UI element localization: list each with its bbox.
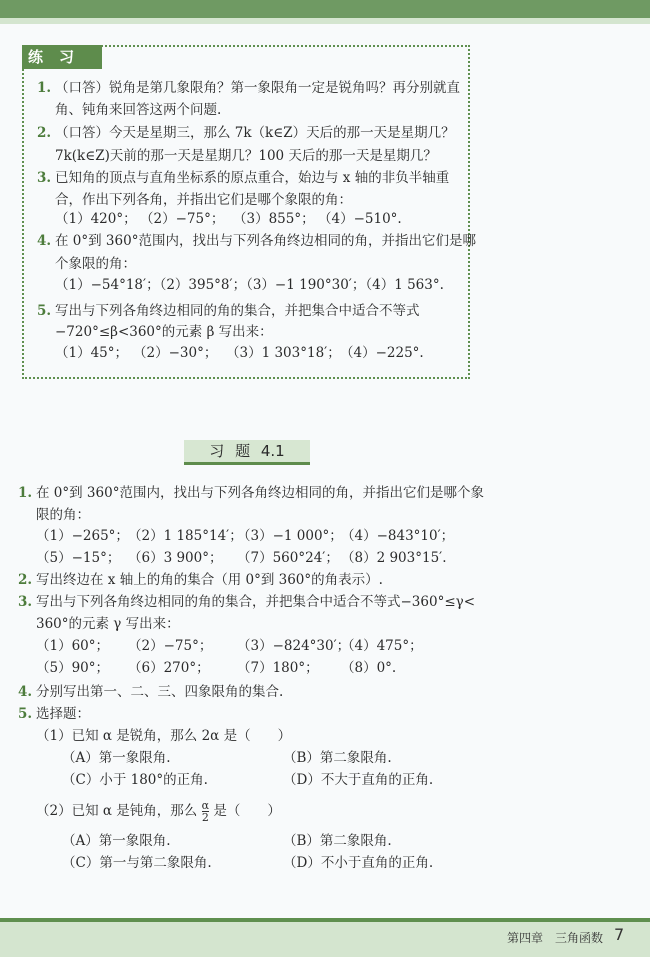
- textbook-page: 练习 1. （口答）锐角是第几象限角？第一象限角一定是锐角吗？再分别就直 角、钝角来回答这两个问题. 2. （口答）今天是星期三，那么 7k（k∈Z）天后的那一天是星期几？ 7k(k∈Z)天前的那一天是星期几？100 天后的那一天是星期几？ 3. 已知角的顶点与直角坐标系的原点重合，始边与 x 轴的非负半轴重 合，作出下列各角，并指出它们是哪个象限的角： （1）420°； （2）−75°； （3）855°； （4）−510°. 4. 在 0°到 360°范围内，找出与下列各角终边相同的角，并指出它们是哪 个象限的角： （1）−54°18′；（2）395°8′；（3）−1 190°30′；（4）1 563°. 5. 写出与下列各角终边相同的角的集合，并把集合中适合不等式 −720°≤β<360°的元素 β 写出来： （1）45°； （2）−30°； （3）1 303°18′； （4）−225°. 习 题 4.1 1. 在 0°到 360°范围内，找出与下列各角终边相同的角，并指出它们是哪个象 限的角： （1）−265°； （2）1 185°14′； （3）−1 000°； （4）−843°10′； （5）−15°； （6）3 900°； （7）560°24′； （8）2 903°15′. 2. 写出终边在 x 轴上的角的集合（用 0°到 360°的角表示）. 3. 写出与下列各角终边相同的角的集合，并把集合中适合不等式−360°≤γ< 360°的元素 γ 写出来： （1）60°； （2）−75°； （3）−824°30′； （4）475°； （5）90°； （6）270°； （7）180°； （8）0°. 4. 分别写出第一、二、三、四象限角的集合. 5. 选择题： （1）已知 α 是锐角，那么 2α 是（ ） （A）第一象限角. （B）第二象限角. （C）小于 180°的正角. （D）不大于直角的正角. （2）已知 α 是钝角，那么 $\frac{\alpha}{2}$ 是（ ） （A）第一象限角. （B）第二象限角. （C）第一与第二象限角. （D）不小于直角的正角. 第四章 三角函数 7: [0, 0, 650, 957]
- fraction-alpha-over-2: $\frac{\alpha}{2}$: [201, 799, 210, 824]
- practice-title: 练习: [22, 45, 102, 69]
- top-band: [0, 0, 650, 18]
- q2-stem: （2）已知 α 是钝角，那么 $\frac{\alpha}{2}$ 是（ ）: [36, 799, 281, 824]
- exercises-title: 习 题 4.1: [184, 440, 310, 465]
- page-number: 7: [614, 925, 625, 944]
- top-strip: [0, 18, 650, 24]
- chapter-label: 第四章 三角函数: [507, 931, 604, 945]
